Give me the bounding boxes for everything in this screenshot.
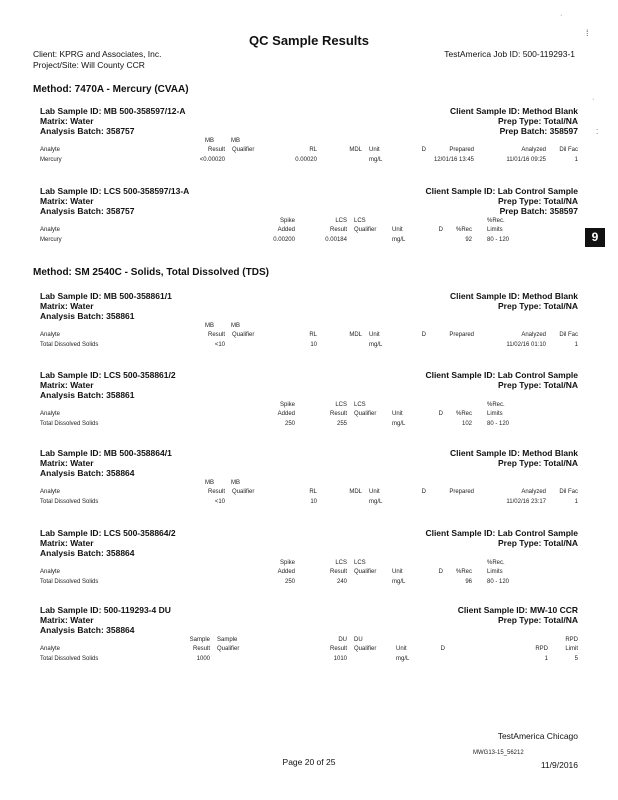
column-header: Qualifier [217, 646, 240, 652]
table-cell: 1010 [333, 656, 347, 662]
column-header: Limits [487, 569, 503, 575]
column-header: Analyte [40, 411, 61, 417]
analyte-name: Total Dissolved Solids [40, 579, 99, 585]
column-group-header: MB [231, 480, 240, 486]
column-group-header: LCS [335, 402, 347, 408]
column-group-header: MB [205, 480, 214, 486]
column-header: Analyzed [521, 147, 546, 153]
table-cell: 1 [574, 499, 578, 505]
table-cell: <10 [214, 499, 225, 505]
section-tab-badge: 9 [585, 228, 605, 247]
analyte-name: Mercury [40, 157, 62, 163]
column-group-header: LCS [335, 560, 347, 566]
column-header: Qualifier [232, 332, 255, 338]
analysis-batch: Analysis Batch: 358864 [40, 548, 135, 558]
column-header: Result [207, 489, 225, 495]
matrix-label: Matrix: Water [40, 538, 94, 548]
client-sample-id: Client Sample ID: Method Blank [450, 291, 578, 301]
method-heading: Method: 7470A - Mercury (CVAA) [33, 84, 189, 95]
column-header: Unit [369, 489, 380, 495]
analysis-batch: Analysis Batch: 358864 [40, 468, 135, 478]
prep-type: Prep Type: Total/NA [498, 196, 578, 206]
lab-sample-id: Lab Sample ID: MB 500-358861/1 [40, 291, 172, 301]
column-header: Added [277, 227, 295, 233]
column-header: D [438, 411, 443, 417]
lab-sample-id: Lab Sample ID: LCS 500-358864/2 [40, 528, 176, 538]
column-group-header: Spike [279, 218, 295, 224]
table-cell: <10 [214, 342, 225, 348]
column-header: MDL [349, 147, 362, 153]
table-cell: mg/L [369, 157, 383, 163]
matrix-label: Matrix: Water [40, 116, 94, 126]
column-group-header: MB [205, 138, 214, 144]
table-cell: mg/L [369, 342, 383, 348]
column-header: Qualifier [354, 411, 377, 417]
table-cell: 250 [284, 579, 295, 585]
table-cell: 5 [574, 656, 578, 662]
page-number: Page 20 of 25 [282, 757, 336, 767]
table-cell: 1 [574, 157, 578, 163]
table-cell: 10 [310, 342, 317, 348]
column-header: MDL [349, 489, 362, 495]
column-header: Unit [369, 147, 380, 153]
client-sample-id: Client Sample ID: Lab Control Sample [425, 370, 578, 380]
prep-type: Prep Type: Total/NA [498, 301, 578, 311]
column-header: Dil Fac [559, 147, 578, 153]
column-header: D [438, 227, 443, 233]
analyte-name: Total Dissolved Solids [40, 499, 99, 505]
column-header: Unit [396, 646, 407, 652]
table-cell: 80 - 120 [487, 579, 510, 585]
analysis-batch: Analysis Batch: 358864 [40, 625, 135, 635]
table-cell: 102 [461, 421, 472, 427]
column-header: Qualifier [232, 489, 255, 495]
table-cell: 11/02/16 01:10 [506, 342, 546, 348]
job-id: TestAmerica Job ID: 500-119293-1 [444, 49, 575, 59]
table-cell: 96 [465, 579, 472, 585]
column-header: Dil Fac [559, 332, 578, 338]
table-cell: <0.00020 [199, 157, 225, 163]
table-cell: 11/02/16 23:17 [506, 499, 546, 505]
column-group-header: LCS [354, 218, 366, 224]
table-cell: mg/L [392, 237, 406, 243]
column-group-header: Spike [279, 402, 295, 408]
table-cell: 11/01/16 09:25 [506, 157, 546, 163]
column-header: Qualifier [354, 646, 377, 652]
client-name: Client: KPRG and Associates, Inc. [33, 49, 162, 59]
column-header: Analyte [40, 646, 61, 652]
column-header: Qualifier [354, 569, 377, 575]
column-group-header: %Rec. [487, 218, 505, 224]
column-header: RL [309, 147, 317, 153]
column-header: Result [207, 332, 225, 338]
table-cell: 255 [336, 421, 347, 427]
column-header: Qualifier [354, 227, 377, 233]
prep-batch: Prep Batch: 358597 [499, 126, 578, 136]
column-group-header: MB [231, 138, 240, 144]
column-header: D [421, 332, 426, 338]
column-header: Analyzed [521, 332, 546, 338]
column-header: Prepared [449, 147, 474, 153]
column-header: Limit [565, 646, 578, 652]
prep-type: Prep Type: Total/NA [498, 380, 578, 390]
column-group-header: %Rec. [487, 560, 505, 566]
lab-sample-id: Lab Sample ID: MB 500-358864/1 [40, 448, 172, 458]
matrix-label: Matrix: Water [40, 615, 94, 625]
column-header: Result [329, 411, 347, 417]
column-header: Analyzed [521, 489, 546, 495]
column-header: Added [277, 411, 295, 417]
column-header: Prepared [449, 332, 474, 338]
column-header: D [440, 646, 445, 652]
column-header: Analyte [40, 332, 61, 338]
matrix-label: Matrix: Water [40, 301, 94, 311]
column-header: D [421, 147, 426, 153]
table-cell: 0.00200 [273, 237, 295, 243]
scan-mark: ⁚ [596, 129, 599, 136]
analysis-batch: Analysis Batch: 358757 [40, 126, 135, 136]
table-cell: 80 - 120 [487, 421, 510, 427]
column-header: Result [207, 147, 225, 153]
analysis-batch: Analysis Batch: 358861 [40, 390, 135, 400]
document-code: MWG13-15_56212 [473, 750, 524, 756]
table-cell: mg/L [396, 656, 410, 662]
column-header: Analyte [40, 227, 61, 233]
table-cell: 12/01/16 13:45 [433, 157, 474, 163]
analyte-name: Mercury [40, 237, 62, 243]
scan-mark: · [560, 12, 563, 19]
column-header: Unit [392, 227, 403, 233]
lab-sample-id: Lab Sample ID: MB 500-358597/12-A [40, 106, 186, 116]
lab-sample-id: Lab Sample ID: LCS 500-358597/13-A [40, 186, 190, 196]
client-sample-id: Client Sample ID: Method Blank [450, 448, 578, 458]
column-group-header: MB [205, 323, 214, 329]
column-header: MDL [349, 332, 362, 338]
column-group-header: Sample [217, 637, 238, 643]
column-group-header: MB [231, 323, 240, 329]
scan-mark: · [592, 96, 595, 103]
client-sample-id: Client Sample ID: MW-10 CCR [457, 605, 578, 615]
client-sample-id: Client Sample ID: Method Blank [450, 106, 578, 116]
column-header: %Rec [455, 227, 472, 233]
column-group-header: Sample [189, 637, 210, 643]
client-sample-id: Client Sample ID: Lab Control Sample [425, 186, 578, 196]
analysis-batch: Analysis Batch: 358861 [40, 311, 135, 321]
matrix-label: Matrix: Water [40, 380, 94, 390]
table-cell: 80 - 120 [487, 237, 510, 243]
column-header: Limits [487, 411, 503, 417]
prep-batch: Prep Batch: 358597 [499, 206, 578, 216]
prep-type: Prep Type: Total/NA [498, 538, 578, 548]
client-sample-id: Client Sample ID: Lab Control Sample [425, 528, 578, 538]
table-cell: 0.00020 [295, 157, 317, 163]
table-cell: 1 [574, 342, 578, 348]
column-header: Unit [392, 569, 403, 575]
analyte-name: Total Dissolved Solids [40, 421, 99, 427]
table-cell: 10 [310, 499, 317, 505]
method-heading: Method: SM 2540C - Solids, Total Dissolved (TDS) [33, 267, 269, 278]
matrix-label: Matrix: Water [40, 458, 94, 468]
column-group-header: DU [338, 637, 347, 643]
page-title: QC Sample Results [249, 33, 369, 48]
column-header: D [438, 569, 443, 575]
column-header: Qualifier [232, 147, 255, 153]
column-header: %Rec [455, 411, 472, 417]
scan-mark: ⁞ [586, 28, 589, 38]
column-header: RL [309, 332, 317, 338]
column-header: Prepared [449, 489, 474, 495]
column-header: Result [329, 569, 347, 575]
prep-type: Prep Type: Total/NA [498, 116, 578, 126]
prep-type: Prep Type: Total/NA [498, 615, 578, 625]
column-header: Result [192, 646, 210, 652]
table-cell: mg/L [369, 499, 383, 505]
column-header: Result [329, 227, 347, 233]
column-header: Added [277, 569, 295, 575]
lab-sample-id: Lab Sample ID: LCS 500-358861/2 [40, 370, 176, 380]
column-header: D [421, 489, 426, 495]
analyte-name: Total Dissolved Solids [40, 342, 99, 348]
lab-name: TestAmerica Chicago [497, 731, 578, 741]
analyte-name: Total Dissolved Solids [40, 656, 99, 662]
table-cell: mg/L [392, 421, 406, 427]
column-header: Unit [392, 411, 403, 417]
column-group-header: %Rec. [487, 402, 505, 408]
table-cell: 92 [465, 237, 472, 243]
column-group-header: LCS [354, 402, 366, 408]
column-header: Dil Fac [559, 489, 578, 495]
column-header: RL [309, 489, 317, 495]
column-group-header: LCS [354, 560, 366, 566]
table-cell: 1000 [196, 656, 210, 662]
analysis-batch: Analysis Batch: 358757 [40, 206, 135, 216]
project-site: Project/Site: Will County CCR [33, 60, 145, 70]
column-group-header: Spike [279, 560, 295, 566]
column-header: Limits [487, 227, 503, 233]
column-header: RPD [535, 646, 548, 652]
column-header: %Rec [455, 569, 472, 575]
column-header: Analyte [40, 569, 61, 575]
matrix-label: Matrix: Water [40, 196, 94, 206]
column-header: Unit [369, 332, 380, 338]
column-header: Analyte [40, 147, 61, 153]
table-cell: 0.00184 [325, 237, 347, 243]
column-group-header: DU [354, 637, 363, 643]
lab-sample-id: Lab Sample ID: 500-119293-4 DU [40, 605, 171, 615]
prep-type: Prep Type: Total/NA [498, 458, 578, 468]
column-header: Analyte [40, 489, 61, 495]
column-header: Result [329, 646, 347, 652]
table-cell: mg/L [392, 579, 406, 585]
column-group-header: RPD [565, 637, 578, 643]
table-cell: 250 [284, 421, 295, 427]
column-group-header: LCS [335, 218, 347, 224]
report-date: 11/9/2016 [540, 760, 578, 770]
table-cell: 240 [336, 579, 347, 585]
table-cell: 1 [544, 656, 548, 662]
